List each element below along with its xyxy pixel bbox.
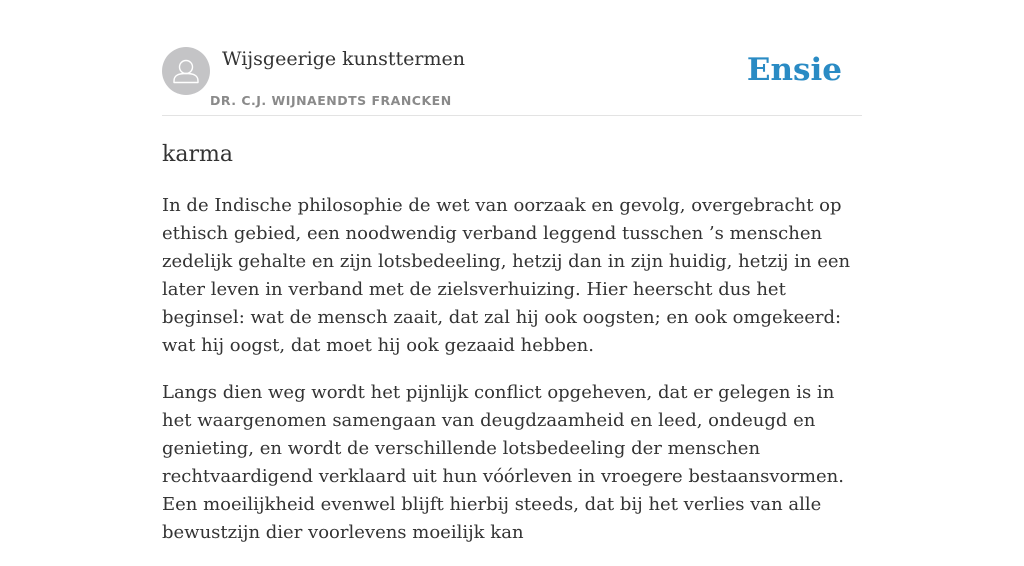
user-icon — [162, 47, 210, 95]
author-name[interactable]: DR. C.J. WIJNAENDTS FRANCKEN — [210, 93, 452, 108]
paragraph: Langs dien weg wordt het pijnlijk conflict opgeheven, dat er gelegen is in het waargenomen samengaan van deugdzaamheid en leed, ondeugd en genieting, en wordt de verschillende lotsbedeeling der menschen rechtvaardigend verklaard uit hun vóórleven in vroegere bestaansvormen. Een moeilijkheid evenwel blijft hierbij steeds, dat bij het verlies van alle bewustzijn dier voorlevens moeilijk kan — [162, 382, 844, 543]
article-body — [162, 192, 862, 566]
lemma-title: karma — [162, 142, 233, 167]
avatar[interactable] — [162, 47, 210, 95]
ensie-logo[interactable]: Ensie — [746, 52, 842, 88]
book-header — [162, 47, 862, 116]
book-title[interactable]: Wijsgeerige kunsttermen — [222, 48, 466, 70]
paragraph: In de Indische philosophie de wet van oorzaak en gevolg, overgebracht op ethisch gebied, een noodwendig verband leggend tusschen ’s menschen zedelijk gehalte en zijn lotsbedeeling, hetzij dan in zijn huidig, hetzij in een later leven in verband met de zielsverhuizing. Hier heerscht dus het beginsel: wat de mensch zaait, dat zal hij ook oogsten; en ook omgekeerd: wat hij oogst, dat moet hij ook gezaaid hebben. — [162, 195, 851, 356]
